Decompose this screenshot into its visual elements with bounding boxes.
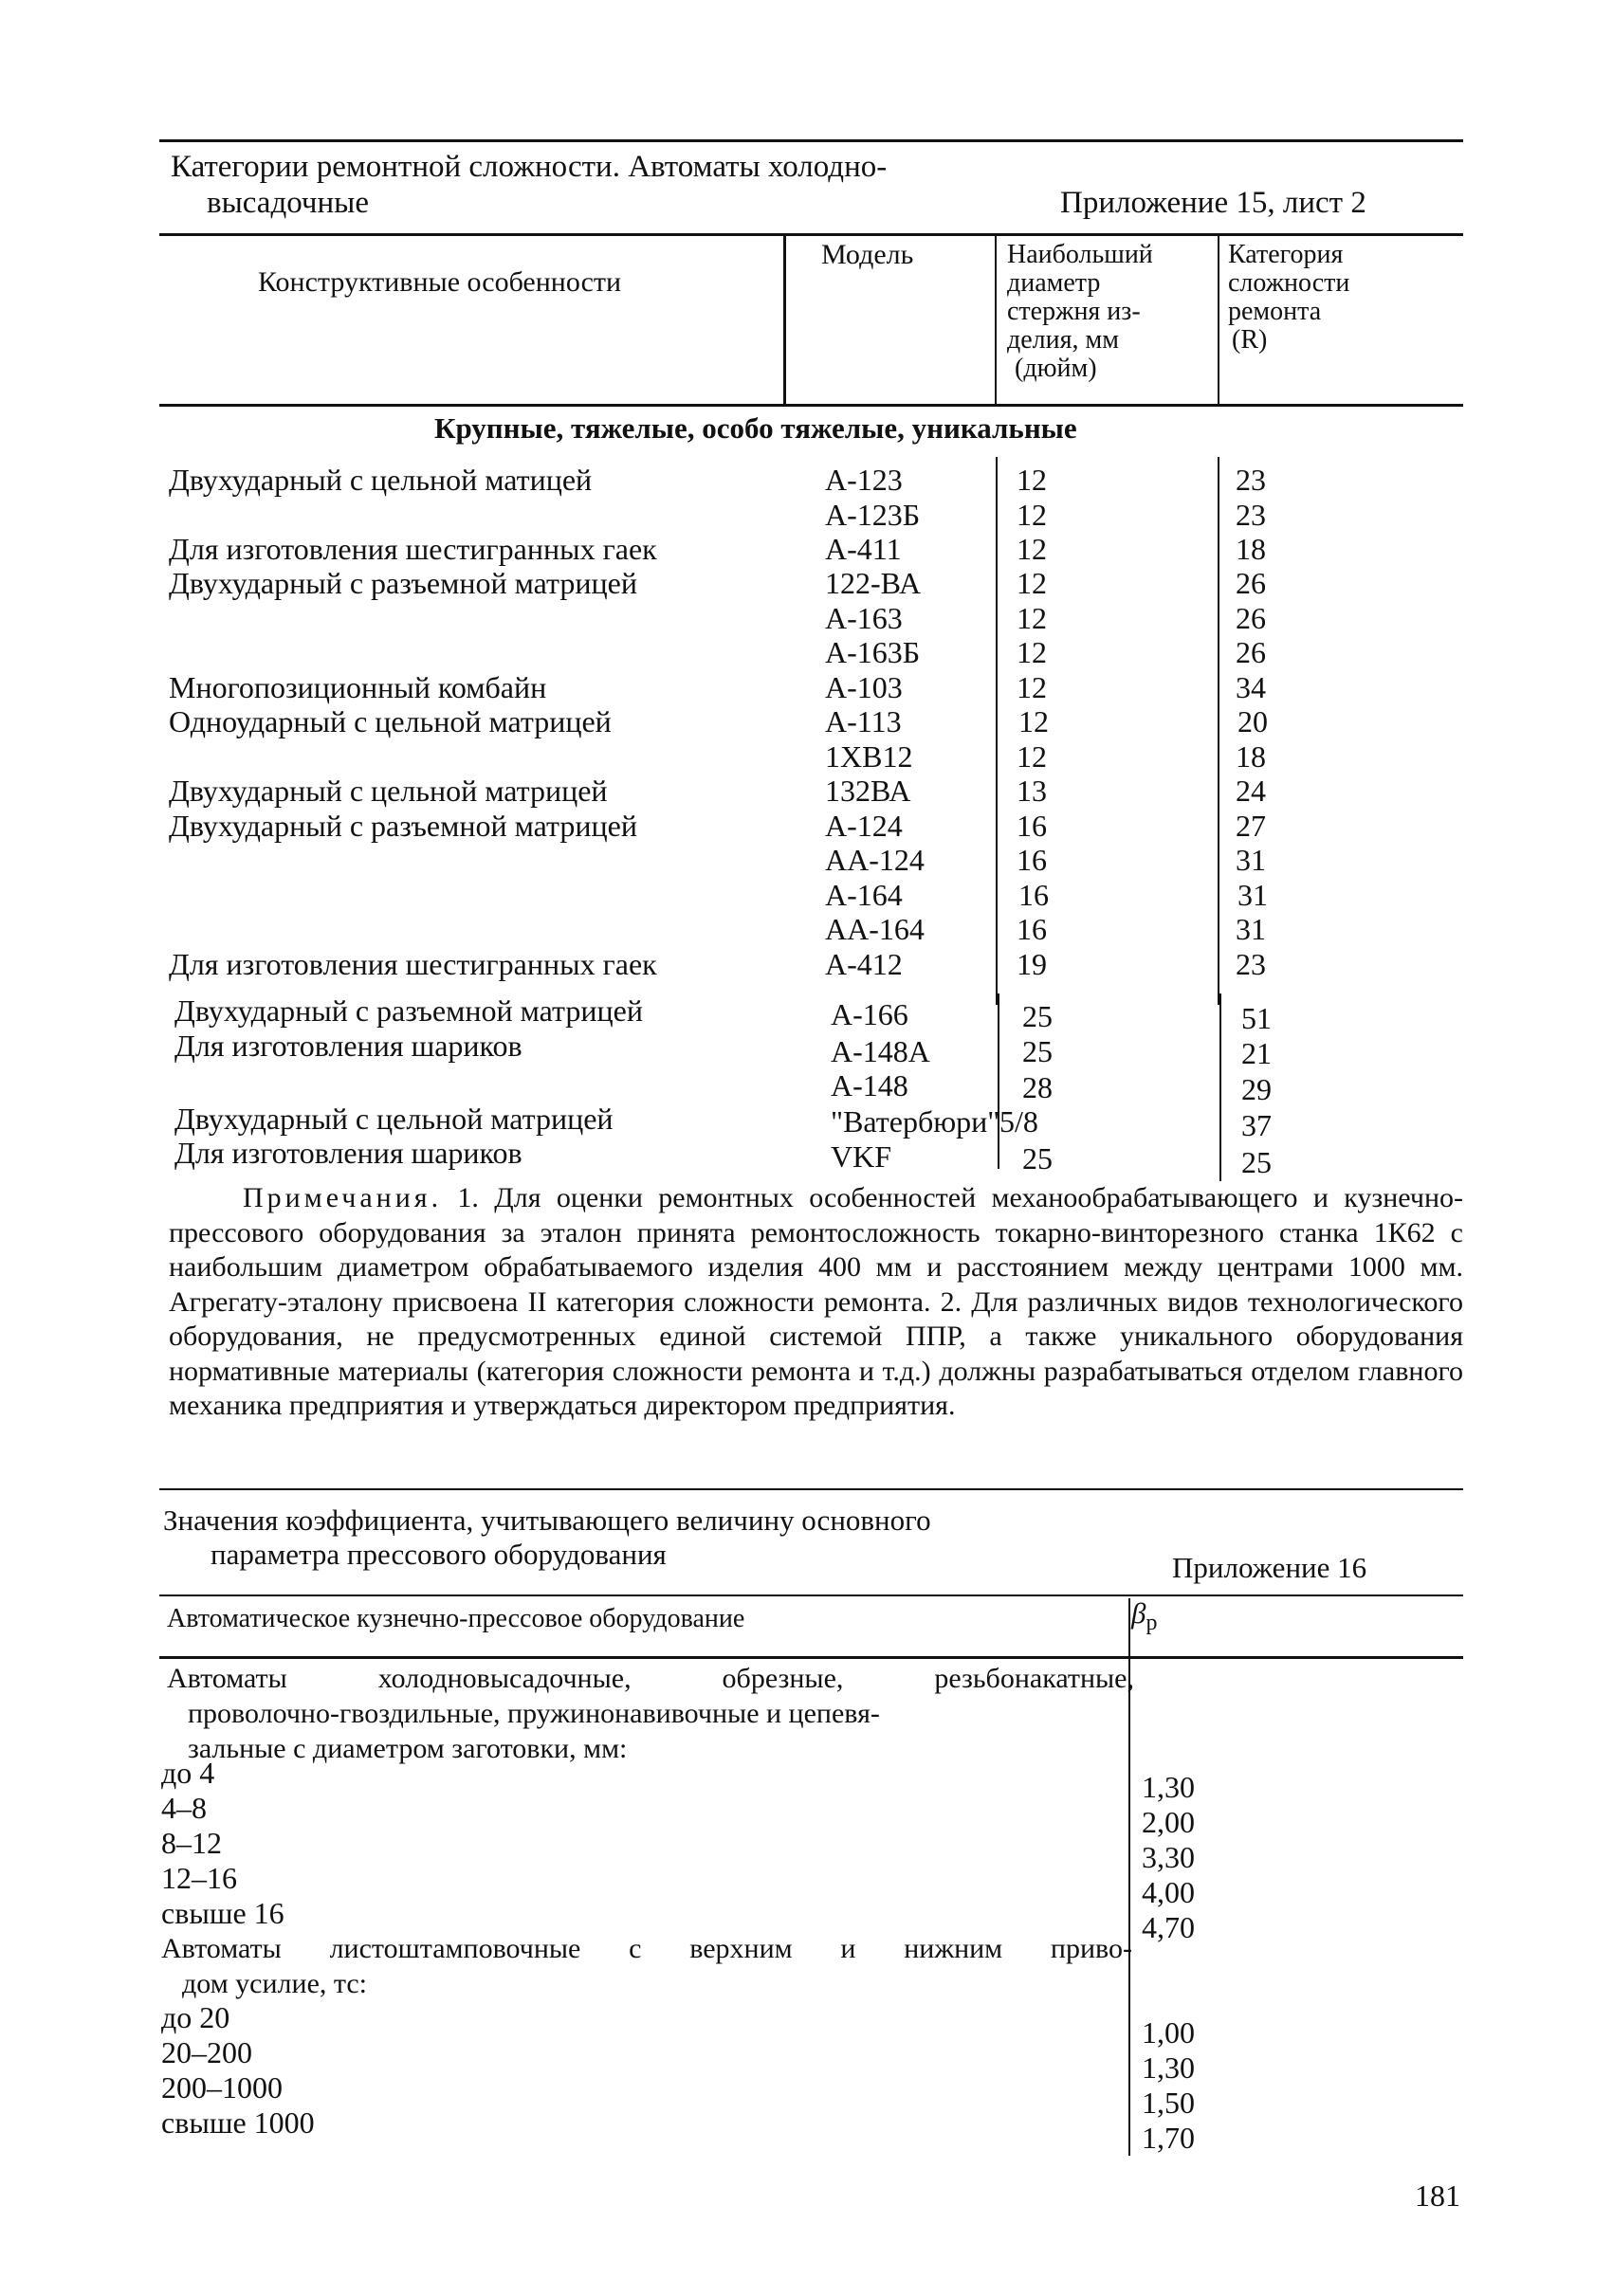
feature-cell: Для изготовления шариков [174, 1029, 522, 1063]
body-col-divider-2b [1219, 993, 1221, 1181]
model-cell: 122-ВА [825, 566, 922, 600]
table16-title-line1: Значения коэффициента, учитывающего величину основного [163, 1503, 931, 1537]
notes-label: Примечания. [243, 1182, 443, 1213]
feature-cell: Одноударный с цельной матрицей [169, 704, 612, 738]
diameter-line: (дюйм) [1015, 354, 1097, 383]
category-cell: 34 [1236, 670, 1266, 704]
range-cell: 20–200 [161, 2035, 252, 2069]
category-cell: 51 [1241, 1001, 1272, 1035]
col-header-features: Конструктивные особенности [258, 266, 622, 298]
col-header-model: Модель [821, 239, 914, 270]
model-cell: 1ХВ12 [825, 739, 913, 774]
model-cell: А-412 [825, 947, 903, 981]
category-cell: 37 [1241, 1108, 1272, 1142]
diameter-line: стержня из- [1007, 297, 1141, 326]
feature-cell: Для изготовления шестигранных гаек [169, 532, 657, 566]
category-cell: 18 [1236, 739, 1266, 774]
group1-description [167, 1661, 1134, 1766]
model-cell: А-123 [825, 463, 903, 497]
category-cell: 27 [1236, 809, 1266, 843]
category-cell: 31 [1237, 878, 1268, 912]
model-cell: VKF [831, 1139, 892, 1174]
table16-title-line2: параметра прессового оборудования [211, 1538, 667, 1571]
category-cell: 25 [1241, 1145, 1272, 1179]
feature-cell: Двухударный с цельной матрицей [174, 1102, 614, 1136]
diameter-cell: 16 [1017, 809, 1047, 843]
table15-title-line1: Категории ремонтной сложности. Автоматы холодно- [171, 150, 888, 184]
group1-line: зальные с диаметром заготовки, мм: [188, 1733, 628, 1764]
group2-line: Автоматы листоштамповочные с верхним и нижним приво- [161, 1933, 1132, 1964]
range-cell: 8–12 [161, 1826, 222, 1860]
table16-header-bottom-rule [159, 1656, 1463, 1659]
header-top-rule [159, 233, 1463, 236]
category-cell: 26 [1236, 635, 1266, 669]
model-cell: А-148 [831, 1068, 908, 1102]
category-cell: 31 [1236, 843, 1266, 877]
diameter-cell: 16 [1018, 878, 1049, 912]
range-cell: до 4 [161, 1756, 215, 1790]
diameter-cell: 12 [1017, 670, 1047, 704]
coefficient-cell: 1,00 [1142, 2015, 1195, 2050]
notes-text: 1. Для оценки ремонтных особенностей механообрабатывающего и кузнечно-прессового оборудования за эталон принята ремонтосложность токарно-винторезного станка 1К62 с наибольшим диаметром обрабатываемого изделия 400 мм и расстоянием между центрами 1000 мм. Агрегату-эталону присвоена II категория сложности ремонта. 2. Для различных видов технологического оборудования, не предусмотренных единой системой ППР, а также уникального оборудования нормативные материалы (категория сложности ремонта и т.д.) должны разрабатываться отделом главного механика предприятия и утверждаться директором предприятия. [169, 1182, 1463, 1421]
coefficient-cell: 1,30 [1142, 1770, 1195, 1804]
diameter-cell: 12 [1017, 532, 1047, 566]
feature-cell: Двухударный с разъемной матрицей [169, 809, 637, 843]
diameter-cell: 16 [1017, 912, 1047, 946]
coefficient-cell: 4,70 [1142, 1910, 1195, 1944]
diameter-line: диаметр [1007, 268, 1101, 298]
table16-header-col2 [1131, 1598, 1157, 1638]
category-line: Категория [1228, 240, 1344, 269]
category-cell: 26 [1236, 566, 1266, 600]
group1-line: Автоматы холодновысадочные, обрезные, резьбонакатные, [167, 1663, 1134, 1694]
coefficient-cell: 1,50 [1142, 2086, 1195, 2120]
category-line: сложности [1228, 268, 1350, 298]
category-cell: 29 [1241, 1072, 1272, 1106]
group2-line: дом усилие, тс: [182, 1968, 368, 1999]
model-cell: А-163 [825, 601, 903, 635]
diameter-cell: 12 [1017, 463, 1047, 497]
model-cell: 132ВА [825, 774, 911, 808]
coefficient-cell: 2,00 [1142, 1805, 1195, 1839]
diameter-cell: 12 [1017, 498, 1047, 532]
diameter-cell: 25 [1022, 1034, 1053, 1068]
category-cell: 23 [1236, 463, 1266, 497]
section-title: Крупные, тяжелые, особо тяжелые, уникальные [434, 411, 1077, 445]
category-line: (R) [1232, 325, 1268, 355]
coefficient-cell: 1,30 [1142, 2050, 1195, 2085]
feature-cell: Двухударный с разъемной матрицей [174, 993, 643, 1028]
category-cell: 20 [1237, 704, 1268, 738]
category-cell: 26 [1236, 601, 1266, 635]
category-cell: 31 [1236, 912, 1266, 946]
group2-description [161, 1931, 1132, 2001]
category-cell: 21 [1241, 1036, 1272, 1070]
col-header-diameter [1007, 241, 1153, 383]
range-cell: 4–8 [161, 1791, 207, 1825]
model-cell: АА-164 [825, 912, 925, 946]
diameter-cell: 5/8 [999, 1104, 1038, 1139]
model-cell: А-166 [831, 997, 908, 1031]
category-cell: 24 [1236, 774, 1266, 808]
diameter-cell: 28 [1022, 1070, 1053, 1104]
model-cell: А-123Б [825, 498, 921, 532]
diameter-cell: 13 [1017, 774, 1047, 808]
feature-cell: Многопозиционный комбайн [169, 670, 547, 704]
coefficient-cell: 3,30 [1142, 1840, 1195, 1874]
diameter-cell: 12 [1017, 601, 1047, 635]
range-cell: свыше 16 [161, 1896, 284, 1930]
feature-cell: Двухударный с цельной матицей [169, 463, 593, 497]
model-cell: А-163Б [825, 635, 921, 669]
model-cell: А-148А [831, 1034, 930, 1068]
model-cell: А-411 [825, 532, 902, 566]
table16-appendix: Приложение 16 [1172, 1551, 1367, 1584]
feature-cell: Двухударный с разъемной матрицей [169, 566, 637, 600]
body-col-divider-1b [998, 993, 999, 1169]
model-cell: "Ватербюри" [831, 1104, 1000, 1139]
table15-appendix: Приложение 15, лист 2 [1060, 186, 1366, 220]
table15-title-line2: высадочные [207, 186, 369, 220]
category-cell: 18 [1236, 532, 1266, 566]
coefficient-cell: 1,70 [1142, 2121, 1195, 2155]
header-col-divider-1 [783, 235, 786, 406]
body-col-divider-1 [996, 457, 998, 1005]
diameter-cell: 12 [1017, 635, 1047, 669]
model-cell: А-113 [825, 704, 902, 738]
notes-paragraph [169, 1181, 1463, 1424]
diameter-cell: 12 [1017, 739, 1047, 774]
category-line: ремонта [1228, 297, 1322, 326]
group1-line: проволочно-гвоздильные, пружинонавивочные и цепевя- [188, 1698, 880, 1729]
diameter-cell: 12 [1018, 704, 1049, 738]
range-cell: 200–1000 [161, 2070, 283, 2105]
feature-cell: Для изготовления шариков [174, 1136, 522, 1170]
range-cell: 12–16 [161, 1861, 237, 1895]
table16-top-rule [159, 1488, 1463, 1490]
feature-cell: Для изготовления шестигранных гаек [169, 947, 657, 981]
model-cell: А-103 [825, 670, 903, 704]
top-rule [159, 139, 1463, 142]
table16-header-top-rule [159, 1594, 1463, 1596]
col-header-category [1228, 241, 1349, 355]
header-bottom-rule [159, 404, 1463, 407]
diameter-line: делия, мм [1007, 325, 1119, 355]
category-cell: 23 [1236, 947, 1266, 981]
range-cell: до 20 [161, 2000, 230, 2034]
model-cell: АА-124 [825, 843, 925, 877]
header-col-divider-3 [1218, 235, 1219, 406]
diameter-cell: 16 [1017, 843, 1047, 877]
beta-symbol: β [1131, 1596, 1146, 1630]
category-cell: 23 [1236, 498, 1266, 532]
body-col-divider-2 [1218, 457, 1219, 1005]
table16-header-col1: Автоматическое кузнечно-прессовое оборудование [167, 1604, 745, 1633]
diameter-cell: 12 [1017, 566, 1047, 600]
diameter-line: Наибольший [1007, 240, 1153, 269]
header-col-divider-2 [995, 235, 997, 406]
range-cell: свыше 1000 [161, 2105, 315, 2140]
beta-subscript: p [1146, 1611, 1158, 1636]
page-number: 181 [1415, 2178, 1460, 2213]
coefficient-cell: 4,00 [1142, 1875, 1195, 1909]
diameter-cell: 19 [1017, 947, 1047, 981]
diameter-cell: 25 [1022, 999, 1053, 1033]
model-cell: А-164 [825, 878, 903, 912]
model-cell: А-124 [825, 809, 903, 843]
table-row [169, 463, 592, 497]
diameter-cell: 25 [1022, 1141, 1053, 1175]
feature-cell: Двухударный с цельной матрицей [169, 774, 608, 808]
